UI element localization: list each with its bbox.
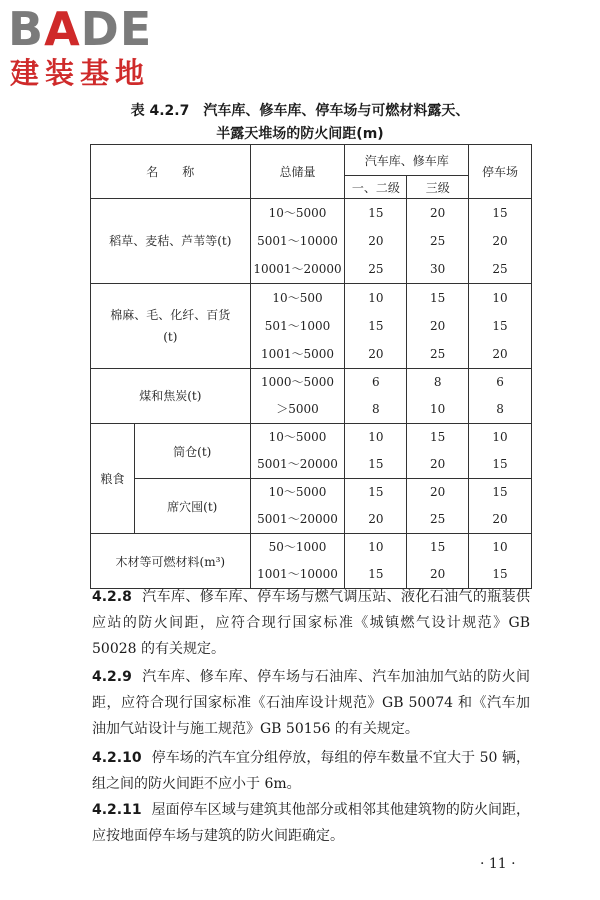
parking-cell: 15 20 [469,479,532,534]
storage-cell: 10～5000 5001～20000 [250,479,345,534]
material-name: 木材等可燃材料(m³) [91,534,251,589]
grade3-cell: 15 20 [407,534,469,589]
table-row [91,424,532,479]
fire-distance-table [90,144,532,589]
header-grade3: 三级 [407,176,469,199]
clause-4-2-10: 4.2.10 停车场的汽车宜分组停放，每组的停车数量不宜大于 50 辆，组之间的防火间距不应小于 6m。 [92,750,530,792]
material-name: 煤和焦炭(t) [91,369,251,424]
storage-cell: 10～500 501～1000 1001～5000 [250,284,345,369]
table-caption-line1: 表 4.2.7 汽车库、修车库、停车场与可燃材料露天、 [130,103,470,119]
material-name: 粮食 [91,424,135,534]
material-subname: 筒仓(t) [134,424,250,479]
grade12-cell: 15 20 [345,479,407,534]
parking-cell: 10 15 20 [469,284,532,369]
table-row [91,479,532,534]
grade3-cell: 8 10 [407,369,469,424]
table-caption-line2: 半露天堆场的防火间距(m) [216,126,384,142]
header-storage: 总储量 [250,145,345,199]
bade-logo [8,4,178,94]
grade12-cell: 10 15 [345,534,407,589]
grade3-cell: 15 20 25 [407,284,469,369]
logo-chinese: 建装基地 [10,56,151,90]
clause-4-2-8: 4.2.8 汽车库、修车库、停车场与燃气调压站、液化石油气的瓶装供应站的防火间距，应符合现行国家标准《城镇燃气设计规范》GB 50028 的有关规定。 [92,589,530,657]
grade12-cell: 10 15 20 [345,284,407,369]
grade12-cell: 6 8 [345,369,407,424]
material-name: 棉麻、毛、化纤、百货(t) [91,284,251,369]
grade3-cell: 15 20 [407,424,469,479]
parking-cell: 10 15 [469,424,532,479]
page-number: · 11 · [480,856,516,872]
grade3-cell: 20 25 30 [407,199,469,284]
parking-cell: 6 8 [469,369,532,424]
header-garage-group: 汽车库、修车库 [345,145,469,176]
material-name: 稻草、麦秸、芦苇等(t) [91,199,251,284]
table-row [91,369,532,424]
table-row [91,284,532,369]
header-grade12: 一、二级 [345,176,407,199]
header-name: 名 称 [91,145,251,199]
parking-cell: 10 15 [469,534,532,589]
storage-cell: 50～1000 1001～10000 [250,534,345,589]
logo-wordmark: BADE [8,2,153,56]
storage-cell: 1000～5000 ＞5000 [250,369,345,424]
material-subname: 席穴囤(t) [134,479,250,534]
grade3-cell: 20 25 [407,479,469,534]
clause-4-2-9: 4.2.9 汽车库、修车库、停车场与石油库、汽车加油加气站的防火间距，应符合现行国家标准《石油库设计规范》GB 50074 和《汽车加油加气站设计与施工规范》GB 50156 的有关规定。 [92,669,530,737]
header-parking: 停车场 [469,145,532,199]
table-row [91,199,532,284]
table-row [91,534,532,589]
grade12-cell: 10 15 [345,424,407,479]
storage-cell: 10～5000 5001～20000 [250,424,345,479]
clause-4-2-11: 4.2.11 屋面停车区域与建筑其他部分或相邻其他建筑物的防火间距，应按地面停车场与建筑的防火间距确定。 [92,802,530,844]
storage-cell: 10～5000 5001～10000 10001～20000 [250,199,345,284]
parking-cell: 15 20 25 [469,199,532,284]
grade12-cell: 15 20 25 [345,199,407,284]
